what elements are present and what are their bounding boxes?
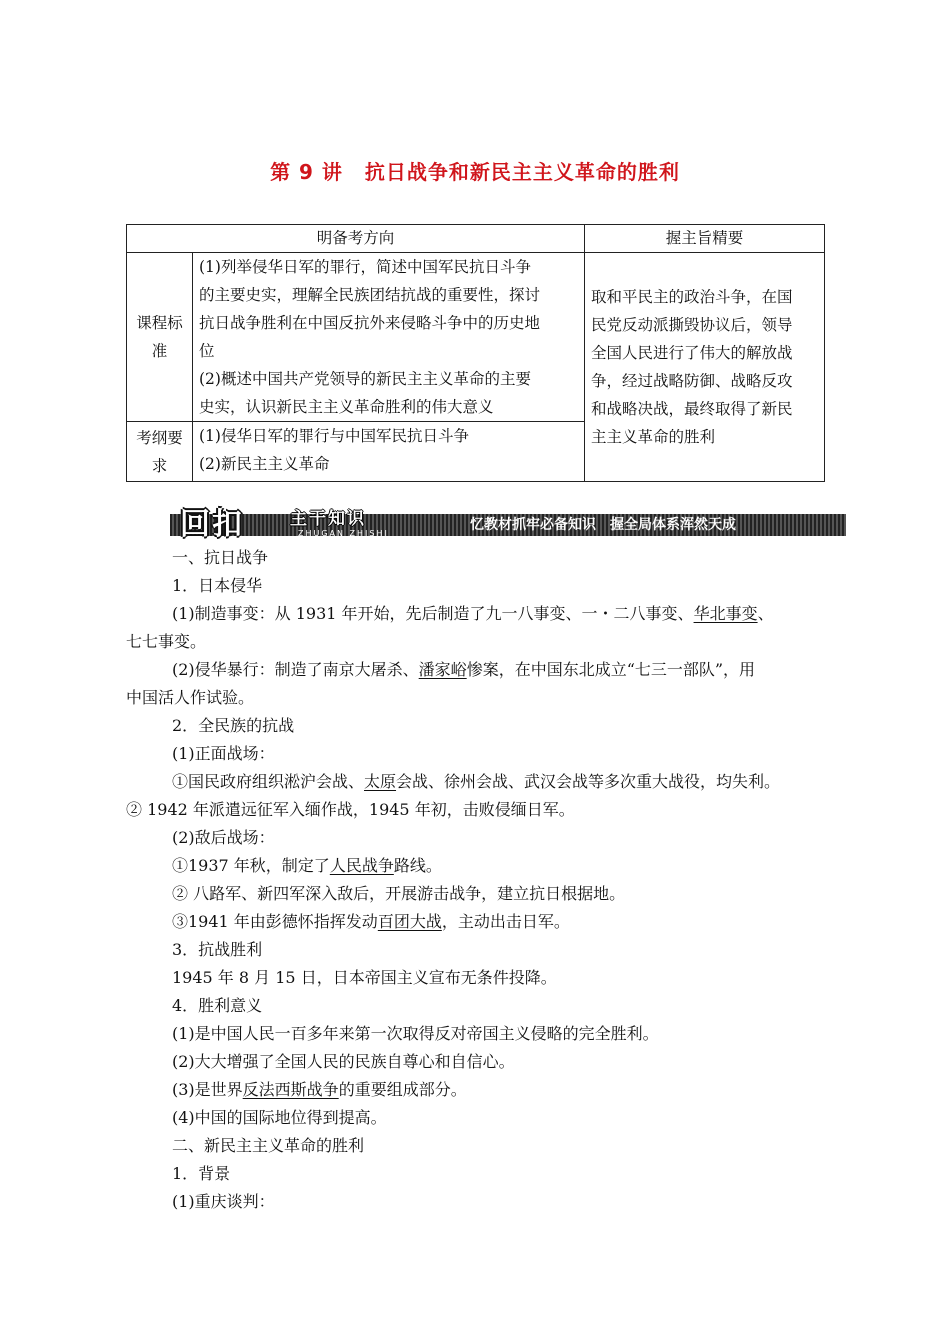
subsection-heading: 1．背景 [172,1164,231,1183]
key-term: 太原 [364,772,397,791]
key-term: 反法西斯战争 [242,1080,339,1099]
banner-huikou: 回扣 [180,507,244,542]
lecture-number: 第 9 讲 [270,160,343,184]
outline-content: (1)侵华日军的罪行与中国军民抗日斗争 (2)新民主主义革命 [193,422,585,482]
paragraph: (2)大大增强了全国人民的民族自尊心和自信心。 [172,1052,515,1071]
subsection-heading: 4．胜利意义 [172,996,263,1015]
curriculum-table [126,224,825,482]
page-title [0,156,950,185]
key-term: 百团大战 [377,912,442,931]
subsection-heading: 2．全民族的抗战 [172,716,295,735]
subsection-heading: 1．日本侵华 [172,576,263,595]
paragraph: ③1941 年由彭德怀指挥发动百团大战，主动出击日军。 [172,912,570,931]
row-label-standard: 课程标准 [127,253,193,422]
paragraph: (2)侵华暴行：制造了南京大屠杀、潘家峪惨案，在中国东北成立“七三一部队”，用 [172,660,756,679]
paragraph: (1)是中国人民一百多年来第一次取得反对帝国主义侵略的完全胜利。 [172,1024,659,1043]
paragraph: ② 八路军、新四军深入敌后，开展游击战争，建立抗日根据地。 [172,884,626,903]
paragraph: ①国民政府组织淞沪会战、太原会战、徐州会战、武汉会战等多次重大战役，均失利。 [172,772,781,791]
table-header-left: 明备考方向 [127,225,585,253]
key-term: 潘家峪 [418,660,467,679]
paragraph: (1)制造事变：从 1931 年开始，先后制造了九一八事变、一・二八事变、华北事变、 [172,604,774,623]
summary-content: 取和平民主的政治斗争，在国 民党反动派撕毁协议后，领导 全国人民进行了伟大的解放战 争，经过战略防御、战略反攻 和战略决战，最终取得了新民 主主义革命的胜利 [585,253,825,482]
section-heading: 二、新民主主义革命的胜利 [172,1136,365,1155]
banner-slogan: 忆教材抓牢必备知识 握全局体系浑然天成 [470,517,736,533]
key-term: 华北事变 [693,604,758,623]
table-header-right: 握主旨精要 [585,225,825,253]
paragraph: 1945 年 8 月 15 日，日本帝国主义宣布无条件投降。 [172,968,557,987]
paragraph: (3)是世界反法西斯战争的重要组成部分。 [172,1080,467,1099]
standard-content: (1)列举侵华日军的罪行，简述中国军民抗日斗争 的主要史实，理解全民族团结抗战的重要性，探讨 抗日战争胜利在中国反抗外来侵略斗争中的历史地 位 (2)概述中国共产党领导的新民主主义革命的主要 史实，认识新民主主义革命胜利的伟大意义 [193,253,585,422]
section-heading: 一、抗日战争 [172,548,269,567]
paragraph: 七七事变。 [126,632,207,651]
paragraph: (1)正面战场： [172,744,275,763]
paragraph: (2)敌后战场： [172,828,275,847]
paragraph: (1)重庆谈判： [172,1192,275,1211]
subsection-heading: 3．抗战胜利 [172,940,263,959]
row-label-outline: 考纲要求 [127,422,193,482]
lecture-title: 抗日战争和新民主主义革命的胜利 [364,160,680,184]
paragraph: ② 1942 年派遣远征军入缅作战，1945 年初，击败侵缅日军。 [126,800,575,819]
banner-pinyin: ZHUGAN ZHISHI [298,529,389,538]
section-banner [170,508,846,542]
paragraph: 中国活人作试验。 [126,688,255,707]
paragraph: ①1937 年秋，制定了人民战争路线。 [172,856,442,875]
key-term: 人民战争 [329,856,394,875]
paragraph: (4)中国的国际地位得到提高。 [172,1108,387,1127]
banner-zhugan: 主干知识 [290,509,366,529]
